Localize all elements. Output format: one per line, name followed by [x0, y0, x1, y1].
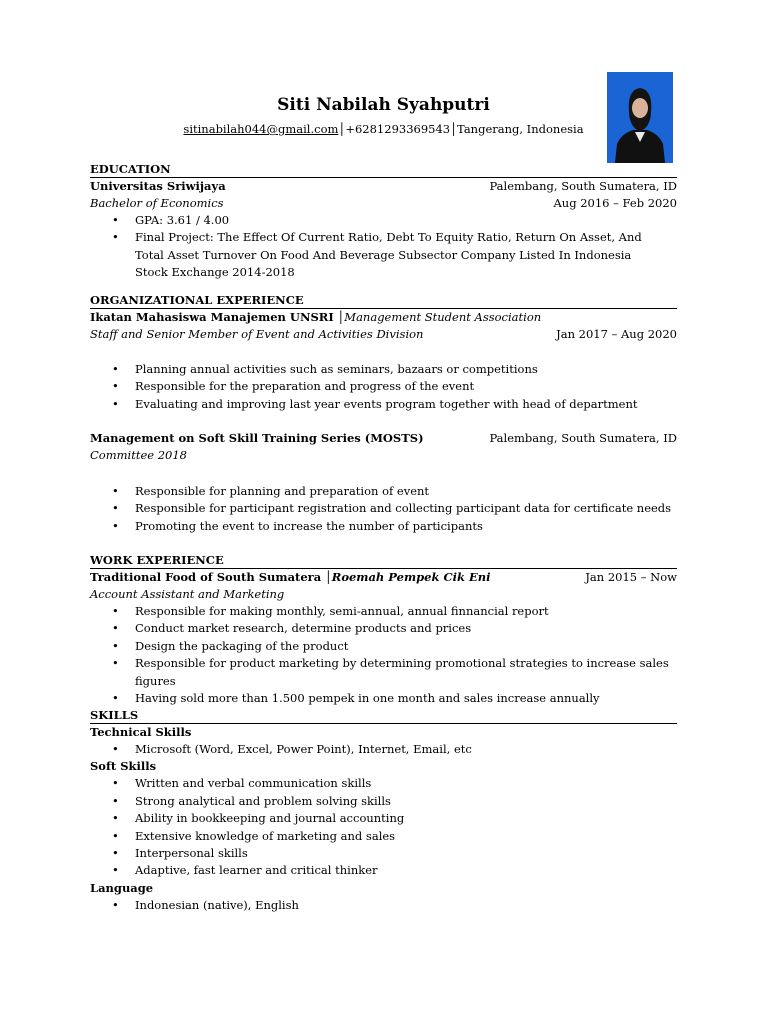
education-bullets: [112, 212, 677, 282]
list-item: • Final Project: The Effect Of Current Ratio, Debt To Equity Ratio, Return On Asset, And Total Asset Turnover On Food And Beverage Subsector Company Listed In Indonesia Stock Exchange 2014-2018: [112, 229, 677, 281]
school-location: Palembang, South Sumatera, ID: [489, 179, 677, 193]
list-item: • Promoting the event to increase the number of participants: [112, 518, 699, 535]
org1-role-row: [90, 326, 677, 343]
skills-section: [90, 707, 677, 914]
list-item: • Planning annual activities such as seminars, bazaars or competitions: [112, 361, 699, 378]
org2-header-row: [90, 430, 677, 447]
work-role: Account Assistant and Marketing: [90, 587, 285, 601]
organizational-section: [90, 292, 677, 343]
list-item: • Conduct market research, determine products and prices: [112, 620, 677, 637]
org1-role: Staff and Senior Member of Event and Activities Division: [90, 327, 424, 341]
location: Tangerang, Indonesia: [457, 122, 584, 136]
list-item: • Written and verbal communication skills: [112, 775, 677, 792]
org2-role-row: [90, 447, 677, 464]
list-item: • Indonesian (native), English: [112, 897, 677, 914]
work-role-row: [90, 586, 677, 603]
org1-dates: Jan 2017 – Aug 2020: [556, 327, 677, 341]
org2-bullets: [112, 483, 699, 535]
contact-line: [90, 121, 677, 138]
language-title: Language: [90, 880, 154, 895]
language-list: [112, 897, 677, 914]
education-dates: Aug 2016 – Feb 2020: [553, 196, 677, 210]
section-title: EDUCATION: [90, 161, 677, 178]
work-bullets: [112, 603, 677, 707]
separator: │: [338, 122, 346, 136]
separator: │: [337, 310, 345, 324]
list-item: • Responsible for making monthly, semi-annual, annual finnancial report: [112, 603, 677, 620]
education-section: [90, 161, 677, 282]
technical-skills-list: [112, 741, 677, 758]
profile-photo: [607, 72, 673, 163]
separator: │: [450, 122, 458, 136]
person-photo-icon: [607, 72, 673, 163]
list-item: • Responsible for participant registration and collecting participant data for certificate needs: [112, 500, 699, 517]
list-item: • Evaluating and improving last year events program together with head of department: [112, 396, 699, 413]
degree: Bachelor of Economics: [90, 196, 224, 210]
soft-skills-title: Soft Skills: [90, 759, 157, 774]
org2-name: Management on Soft Skill Training Series (MOSTS): [90, 431, 424, 445]
work-section: [90, 552, 677, 707]
org1-name: Ikatan Mahasiswa Manajemen UNSRI: [90, 310, 334, 324]
section-title: ORGANIZATIONAL EXPERIENCE: [90, 292, 677, 309]
list-item: • Adaptive, fast learner and critical thinker: [112, 862, 677, 879]
list-item: • GPA: 3.61 / 4.00: [112, 212, 677, 229]
list-item: • Extensive knowledge of marketing and sales: [112, 828, 677, 845]
org2-header: [90, 430, 677, 464]
technical-skills-title: Technical Skills: [90, 725, 192, 739]
list-item: • Interpersonal skills: [112, 845, 677, 862]
org1-header-row: [90, 309, 677, 326]
soft-skills-list: [112, 775, 677, 879]
degree-row: [90, 195, 677, 212]
brand-name: Roemah Pempek Cik Eni: [331, 570, 491, 584]
company-name: Traditional Food of South Sumatera: [90, 570, 322, 584]
org1-bullets: [112, 361, 699, 413]
section-title: SKILLS: [90, 707, 677, 724]
candidate-name: Siti Nabilah Syahputri: [277, 95, 490, 115]
education-header-row: [90, 178, 677, 195]
section-title: WORK EXPERIENCE: [90, 552, 677, 569]
list-item: • Ability in bookkeeping and journal accounting: [112, 810, 677, 827]
school-name: Universitas Sriwijaya: [90, 179, 226, 193]
list-item: • Responsible for product marketing by determining promotional strategies to increase sales figures: [112, 655, 677, 690]
list-item: • Design the packaging of the product: [112, 638, 677, 655]
work-header-row: [90, 569, 677, 586]
org2-role: Committee 2018: [90, 448, 187, 462]
list-item: • Responsible for planning and preparation of event: [112, 483, 699, 500]
phone-number: +6281293369543: [345, 122, 451, 136]
list-item: • Microsoft (Word, Excel, Power Point), Internet, Email, etc: [112, 741, 677, 758]
list-item: • Having sold more than 1.500 pempek in one month and sales increase annually: [112, 690, 677, 707]
org1-description: Management Student Association: [344, 310, 542, 324]
list-item: • Responsible for the preparation and progress of the event: [112, 378, 699, 395]
separator: │: [324, 570, 332, 584]
list-item: • Strong analytical and problem solving skills: [112, 793, 677, 810]
email-link[interactable]: sitinabilah044@gmail.com: [183, 122, 339, 136]
work-dates: Jan 2015 – Now: [585, 570, 677, 584]
org2-location: Palembang, South Sumatera, ID: [489, 431, 677, 445]
